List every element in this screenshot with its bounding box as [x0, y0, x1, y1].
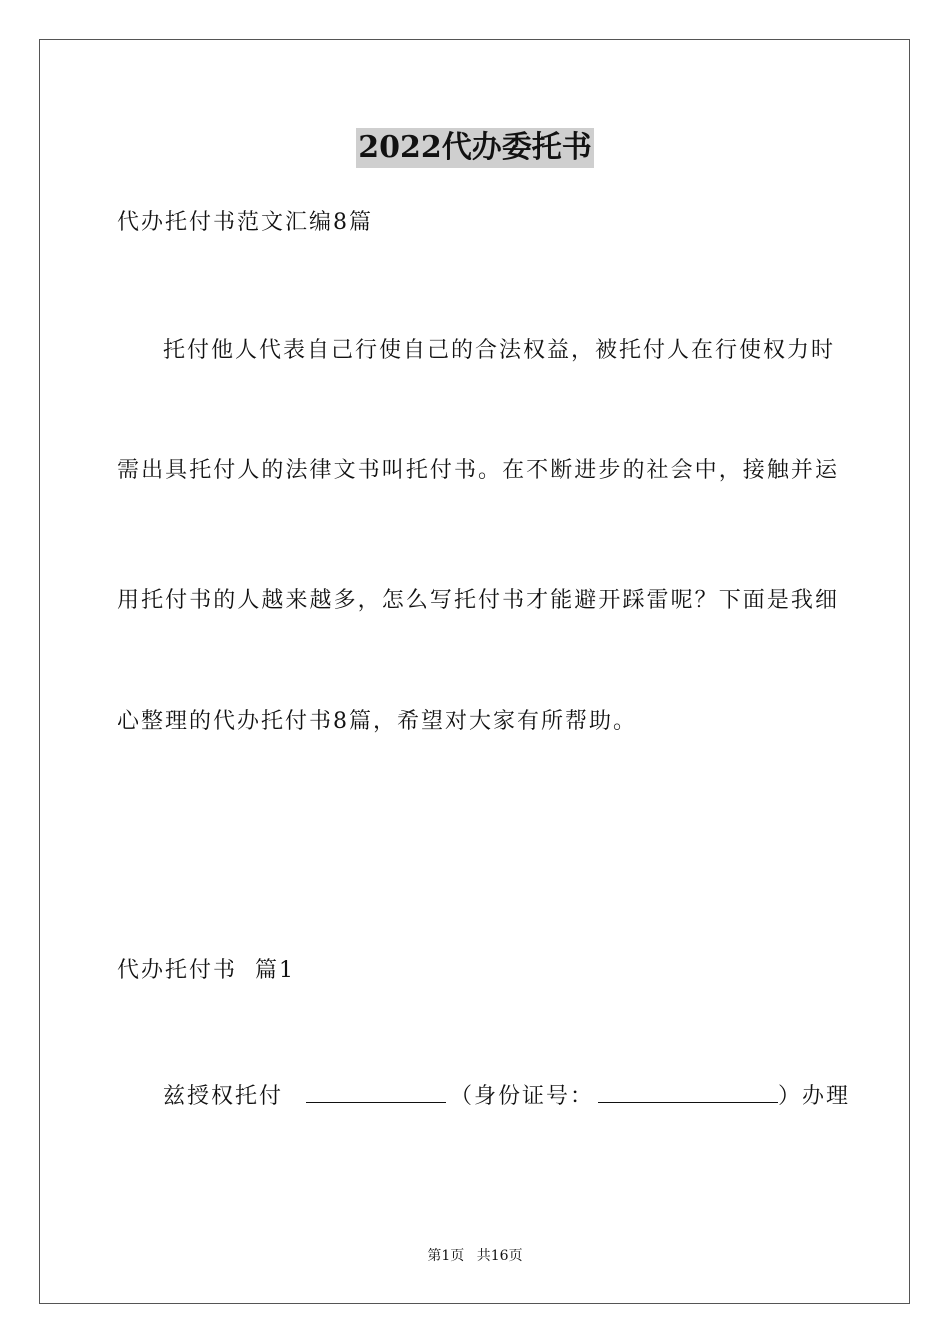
authorization-prefix: 兹授权托付: [163, 1084, 284, 1109]
document-title: 2022代办委托书: [356, 128, 594, 168]
page-number: 第1页: [427, 1248, 465, 1264]
authorization-line: [163, 1080, 851, 1112]
intro-line-1: 托付他人代表自己行使自己的合法权益，被托付人在行使权力时: [163, 338, 833, 363]
intro-line-4: 心整理的代办托付书8篇，希望对大家有所帮助。: [117, 709, 637, 734]
trustee-name-blank[interactable]: [306, 1080, 446, 1103]
page-total: 共16页: [476, 1248, 523, 1264]
intro-line-2: 需出具托付人的法律文书叫托付书。在不断进步的社会中，接触并运: [117, 458, 837, 483]
page-footer: [0, 1246, 950, 1266]
authorization-suffix: ）办理: [778, 1084, 851, 1109]
id-number-label: （身份证号：: [450, 1084, 595, 1109]
title-container: [0, 128, 950, 168]
id-number-blank[interactable]: [598, 1080, 778, 1103]
intro-line-3: 用托付书的人越来越多，怎么写托付书才能避开踩雷呢？下面是我细: [117, 588, 837, 613]
section-heading: 代办托付书 篇1: [117, 958, 295, 983]
document-subtitle: 代办托付书范文汇编8篇: [117, 210, 373, 235]
